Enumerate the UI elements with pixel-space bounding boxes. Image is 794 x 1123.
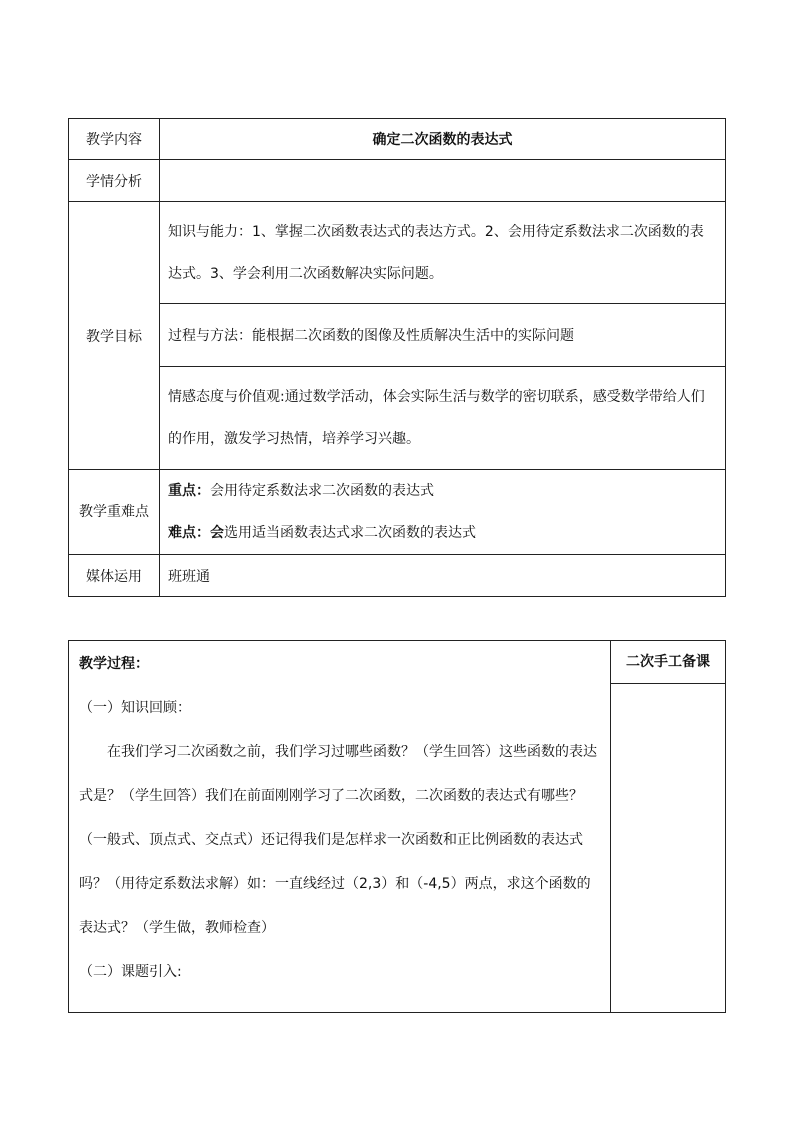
objectives-label: 教学目标 — [69, 202, 160, 470]
side-heading: 二次手工备课 — [611, 641, 725, 684]
media-value: 班班通 — [160, 555, 726, 597]
lesson-title: 确定二次函数的表达式 — [160, 119, 726, 160]
section-intro: （二）课题引入: — [79, 964, 182, 980]
key-point: 重点：会用待定系数法求二次函数的表达式 — [168, 483, 434, 499]
process-heading: 教学过程： — [79, 656, 149, 672]
key-difficulty-cell — [160, 470, 726, 555]
objective-knowledge: 知识与能力：1、掌握二次函数表达式的表达方式。2、会用待定系数法求二次函数的表达式。3、学会利用二次函数解决实际问题。 — [160, 202, 726, 304]
side-notes-area — [611, 684, 725, 1012]
objective-process: 过程与方法：能根据二次函数的图像及性质解决生活中的实际问题 — [160, 304, 726, 367]
section-review: （一）知识回顾： — [79, 700, 191, 716]
handwritten-prep-column — [611, 641, 726, 1013]
review-paragraph: 在我们学习二次函数之前，我们学习过哪些函数？（学生回答）这些函数的表达式是？（学生回答）我们在前面刚刚学习了二次函数，二次函数的表达式有哪些？（一般式、顶点式、交点式）还记得我们是怎样求一次函数和正比例函数的表达式吗？（用待定系数法求解）如：一直线经过（2,3）和（-4,5）两点，求这个函数的表达式？（学生做，教师检查） — [79, 744, 597, 936]
lesson-info-table — [68, 118, 726, 597]
analysis-value — [160, 160, 726, 202]
difficulty-point: 难点：会选用适当函数表达式求二次函数的表达式 — [168, 525, 476, 541]
teaching-process-table — [68, 640, 726, 1013]
media-label: 媒体运用 — [69, 555, 160, 597]
process-cell — [69, 641, 611, 1013]
content-label: 教学内容 — [69, 119, 160, 160]
objective-attitude: 情感态度与价值观:通过数学活动，体会实际生活与数学的密切联系，感受数学带给人们的作用，激发学习热情，培养学习兴趣。 — [160, 367, 726, 470]
analysis-label: 学情分析 — [69, 160, 160, 202]
key-difficulty-label: 教学重难点 — [69, 470, 160, 555]
